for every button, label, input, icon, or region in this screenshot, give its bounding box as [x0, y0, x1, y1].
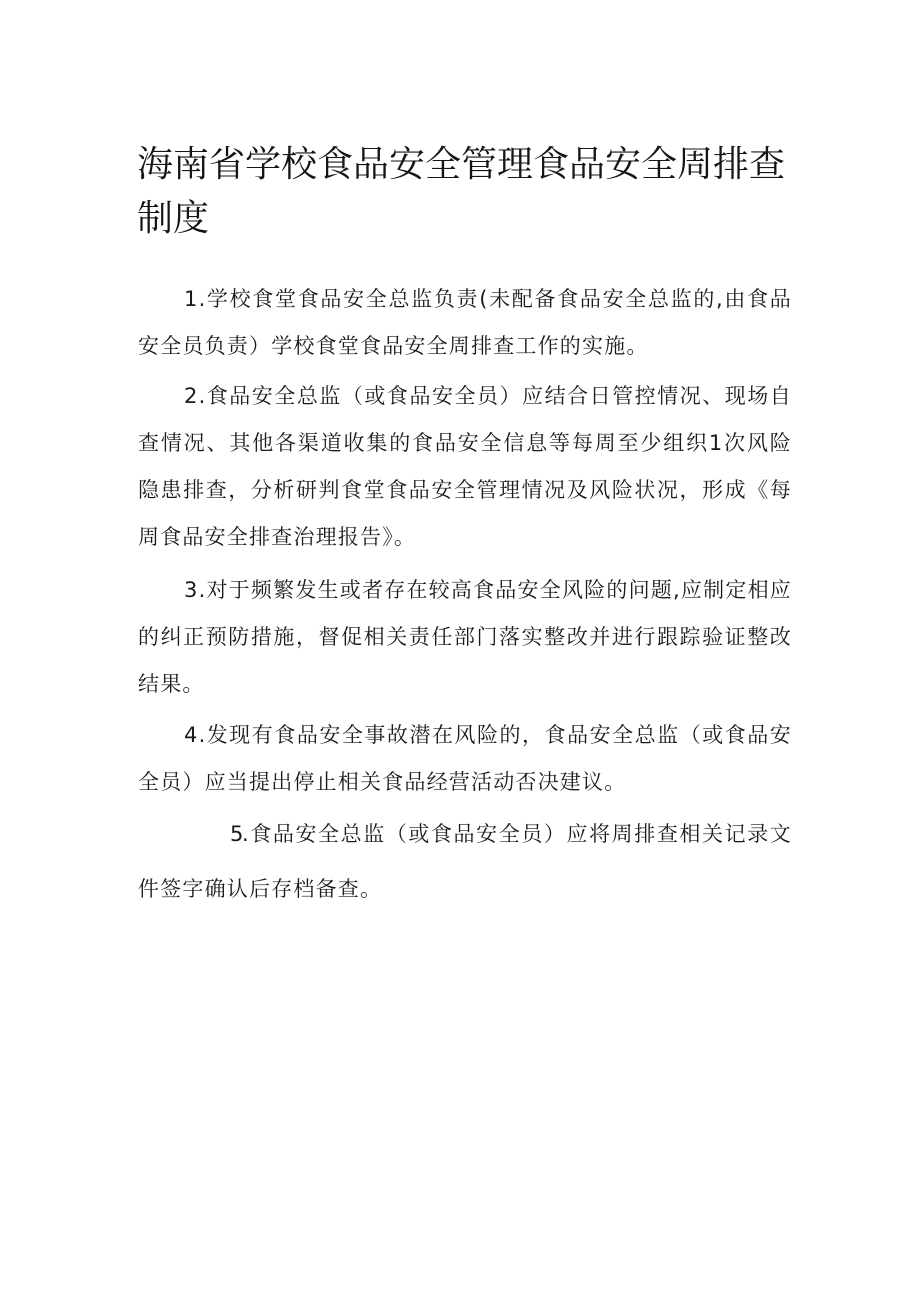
paragraph-number: 5 — [230, 822, 245, 846]
paragraph-number: 2 — [184, 384, 199, 408]
paragraph-text: .对于频繁发生或者存在较高食品安全风险的问题,应制定相应的纠正预防措施，督促相关责任部门落实整改并进行跟踪验证整改结果。 — [138, 578, 792, 696]
paragraph-number: 3 — [184, 578, 199, 602]
paragraph-text: .食品安全总监（或食品安全员）应将周排查相关记录文件签字确认后存档备查。 — [138, 822, 792, 901]
paragraph-text: .食品安全总监（或食品安全员）应结合日管控情况、现场自查情况、其他各渠道收集的食品安全信息等每周至少组织1次风险隐患排查，分析研判食堂食品安全管理情况及风险状况，形成《每周食品安全排查治理报告》。 — [138, 384, 792, 549]
paragraph-text: .发现有食品安全事故潜在风险的，食品安全总监（或食品安全员）应当提出停止相关食品经营活动否决建议。 — [138, 723, 792, 794]
paragraph-4 — [138, 712, 792, 806]
paragraph-1 — [138, 276, 792, 370]
paragraph-number: 1 — [184, 287, 199, 311]
paragraph-text: .学校食堂食品安全总监负责(未配备食品安全总监的,由食品安全员负责）学校食堂食品安全周排查工作的实施。 — [138, 287, 792, 358]
paragraph-3 — [138, 567, 792, 708]
paragraph-number: 4 — [184, 723, 199, 747]
paragraph-2 — [138, 373, 792, 561]
document-title: 海南省学校食品安全管理食品安全周排查制度 — [137, 144, 786, 239]
paragraph-5 — [138, 807, 792, 917]
